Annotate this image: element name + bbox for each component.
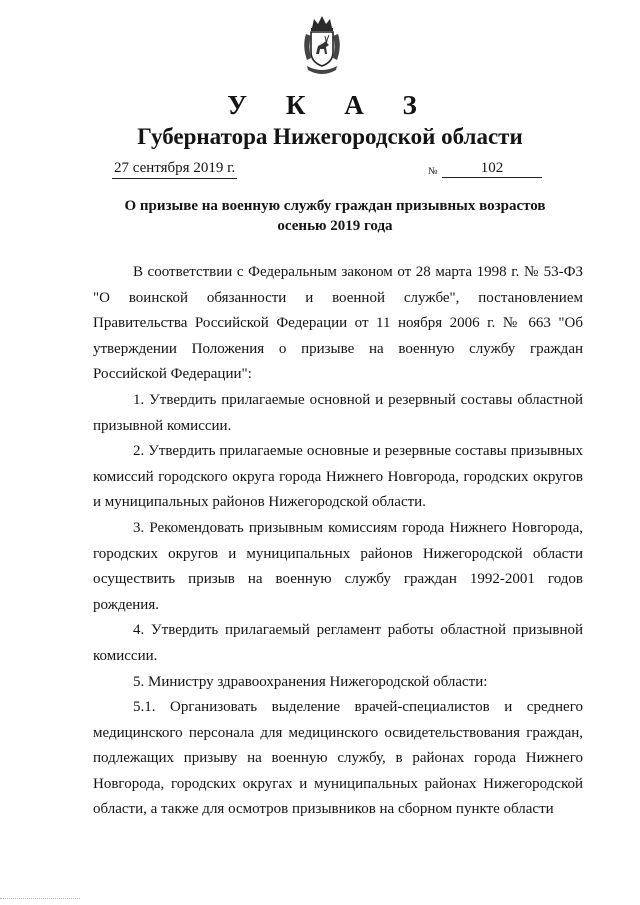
heading-line-2: осенью 2019 года bbox=[277, 218, 393, 234]
coat-of-arms-icon bbox=[298, 14, 346, 80]
paragraph-item-1: 1. Утвердить прилагаемые основной и резервный составы областной призывной комиссии. bbox=[93, 391, 583, 434]
document-date: 27 сентября 2019 г. bbox=[112, 160, 237, 179]
document-subtitle: Губернатора Нижегородской области bbox=[137, 124, 523, 149]
scan-edge-divider bbox=[0, 892, 80, 899]
paragraph-item-2: 2. Утвердить прилагаемые основные и резервные составы призывных комиссий городского округа города Нижнего Новгорода, городских округов и муниципальных районов Нижегородской области. bbox=[93, 443, 583, 511]
number-label: № bbox=[428, 166, 438, 177]
document-heading bbox=[90, 196, 580, 236]
document-number: 102 bbox=[442, 160, 542, 178]
document-title: У К А З bbox=[227, 90, 433, 120]
paragraph-item-5-1: 5.1. Организовать выделение врачей-специалистов и среднего медицинского персонала для медицинского освидетельствования граждан, подлежащих призыву на военную службу, в районах города Нижнего Новгорода, городских округах и муниципальных районах Нижегородской области, а также для осмотров призывников на сборном пункте области bbox=[93, 699, 583, 818]
paragraph-item-3: 3. Рекомендовать призывным комиссиям города Нижнего Новгорода, городских округов и муниципальных районов Нижегородской области осуществить призыв на военную службу граждан 1992-2001 годов рождения. bbox=[93, 519, 583, 613]
paragraph-preamble: В соответствии с Федеральным законом от 28 марта 1998 г. № 53-ФЗ "О воинской обязанности и военной службе", постановлением Правительства Российской Федерации от 11 ноября 2006 г. № 663 "Об утверждении Положения о призыве на военную службу граждан Российской Федерации": bbox=[93, 264, 583, 383]
paragraph-item-4: 4. Утвердить прилагаемый регламент работы областной призывной комиссии. bbox=[93, 622, 583, 664]
paragraph-item-5: 5. Министру здравоохранения Нижегородской области: bbox=[133, 673, 488, 690]
heading-line-1: О призыве на военную службу граждан призывных возрастов bbox=[124, 198, 546, 214]
document-body bbox=[93, 260, 583, 823]
